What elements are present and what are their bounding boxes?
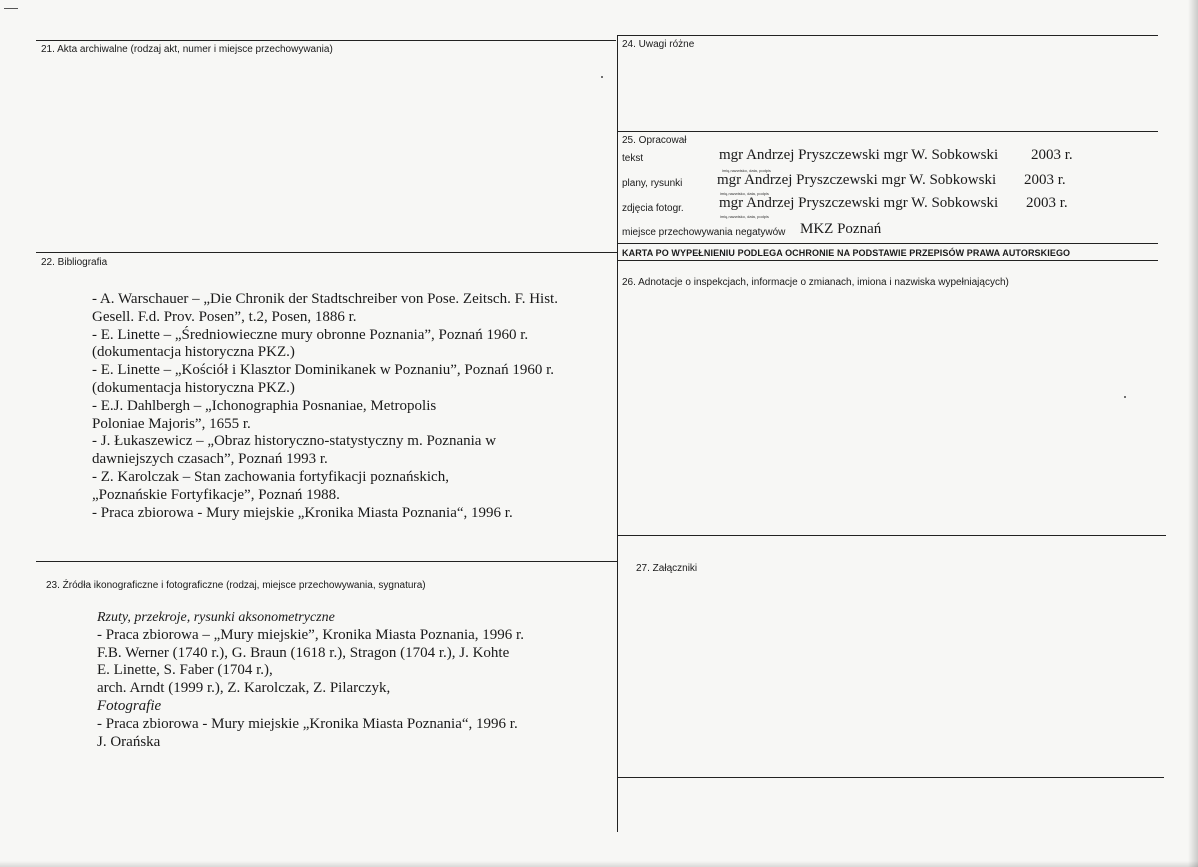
photography-line: J. Orańska xyxy=(97,733,161,750)
bibliography-line: - Z. Karolczak – Stan zachowania fortyfikacji poznańskich, xyxy=(92,468,449,485)
rule-25 xyxy=(618,131,1158,132)
row-label-plans: plany, rysunki xyxy=(622,178,683,189)
iconography-line: arch. Arndt (1999 r.), Z. Karolczak, Z. Pilarczyk, xyxy=(97,680,391,697)
stray-dot xyxy=(601,76,603,78)
row-caption-text: imię,nazwisko, data, podpis xyxy=(722,168,771,173)
rule-22 xyxy=(36,252,618,253)
negatives-value: MKZ Poznań xyxy=(800,221,882,237)
bibliography-line: Poloniae Majoris”, 1655 r. xyxy=(92,415,251,432)
rule-23 xyxy=(36,561,618,562)
section-24-label: 24. Uwagi różne xyxy=(622,39,695,50)
page-edge-shadow xyxy=(1188,0,1198,867)
row-caption-plans: imię,nazwisko, data, podpis xyxy=(720,191,769,196)
negatives-label: miejsce przechowywania negatywów xyxy=(622,227,786,238)
section-25-label: 25. Opracował xyxy=(622,135,687,146)
rule-bottom-right xyxy=(618,777,1164,778)
photography-line: - Praca zbiorowa - Mury miejskie „Kronika Miasta Poznania“, 1996 r. xyxy=(97,715,518,732)
photography-heading: Fotografie xyxy=(97,697,162,714)
bibliography-line: (dokumentacja historyczna PKZ.) xyxy=(92,344,295,361)
iconography-line: - Praca zbiorowa – „Mury miejskie”, Kronika Miasta Poznania, 1996 r. xyxy=(97,626,524,643)
row-caption-photos: imię,nazwisko, data, podpis xyxy=(720,214,769,219)
row-label-photos: zdjęcia fotogr. xyxy=(622,203,684,214)
iconography-heading: Rzuty, przekroje, rysunki aksonometryczne xyxy=(97,610,335,625)
center-divider xyxy=(617,35,618,832)
row-value-plans: mgr Andrzej Pryszczewski mgr W. Sobkowski xyxy=(717,172,997,188)
bibliography-line: „Poznańskie Fortyfikacje”, Poznań 1988. xyxy=(92,486,340,503)
top-rule-left xyxy=(36,40,616,41)
bibliography-line: - E.J. Dahlbergh – „Ichonographia Posnaniae, Metropolis xyxy=(92,397,437,414)
iconography-list xyxy=(97,609,524,751)
section-21-label: 21. Akta archiwalne (rodzaj akt, numer i miejsce przechowywania) xyxy=(41,44,333,55)
top-rule-right xyxy=(618,35,1158,36)
page-bottom-shadow xyxy=(0,861,1198,867)
iconography-line: E. Linette, S. Faber (1704 r.), xyxy=(97,662,273,679)
bibliography-line: dawniejszych czasach”, Poznań 1993 r. xyxy=(92,451,328,468)
corner-mark xyxy=(4,8,18,9)
section-27-label: 27. Załączniki xyxy=(636,563,698,574)
rule-copyright-top xyxy=(618,243,1158,244)
bibliography-line: - Praca zbiorowa - Mury miejskie „Kronika Miasta Poznania“, 1996 r. xyxy=(92,504,513,521)
row-value-text: mgr Andrzej Pryszczewski mgr W. Sobkowski xyxy=(719,147,999,163)
iconography-line: F.B. Werner (1740 r.), G. Braun (1618 r.), Stragon (1704 r.), J. Kohte xyxy=(97,644,510,661)
rule-26 xyxy=(618,260,1158,261)
section-26-label: 26. Adnotacje o inspekcjach, informacje o zmianach, imiona i nazwiska wypełniających) xyxy=(622,277,1009,288)
bibliography-line: - E. Linette – „Średniowieczne mury obronne Poznania”, Poznań 1960 r. xyxy=(92,326,529,343)
bibliography-line: (dokumentacja historyczna PKZ.) xyxy=(92,379,295,396)
copyright-notice: KARTA PO WYPEŁNIENIU PODLEGA OCHRONIE NA PODSTAWIE PRZEPISÓW PRAWA AUTORSKIEGO xyxy=(622,248,1071,258)
row-year-text: 2003 r. xyxy=(1031,147,1073,163)
section-23-label: 23. Źródła ikonograficzne i fotograficzne (rodzaj, miejsce przechowywania, sygnatura) xyxy=(46,580,426,591)
row-value-photos: mgr Andrzej Pryszczewski mgr W. Sobkowski xyxy=(719,195,999,211)
row-year-photos: 2003 r. xyxy=(1026,195,1068,211)
section-22-label: 22. Bibliografia xyxy=(41,257,108,268)
bibliography-line: - A. Warschauer – „Die Chronik der Stadtschreiber von Pose. Zeitsch. F. Hist. xyxy=(92,291,558,307)
row-year-plans: 2003 r. xyxy=(1024,172,1066,188)
bibliography-line: - E. Linette – „Kościół i Klasztor Dominikanek w Poznaniu”, Poznań 1960 r. xyxy=(92,362,554,379)
stray-dot xyxy=(1124,396,1126,398)
row-label-text: tekst xyxy=(622,153,644,164)
rule-27 xyxy=(618,535,1166,536)
bibliography-line: - J. Łukaszewicz – „Obraz historyczno-statystyczny m. Poznania w xyxy=(92,433,497,450)
bibliography-list xyxy=(92,291,558,522)
bibliography-line: Gesell. F.d. Prov. Posen”, t.2, Posen, 1886 r. xyxy=(92,308,357,325)
